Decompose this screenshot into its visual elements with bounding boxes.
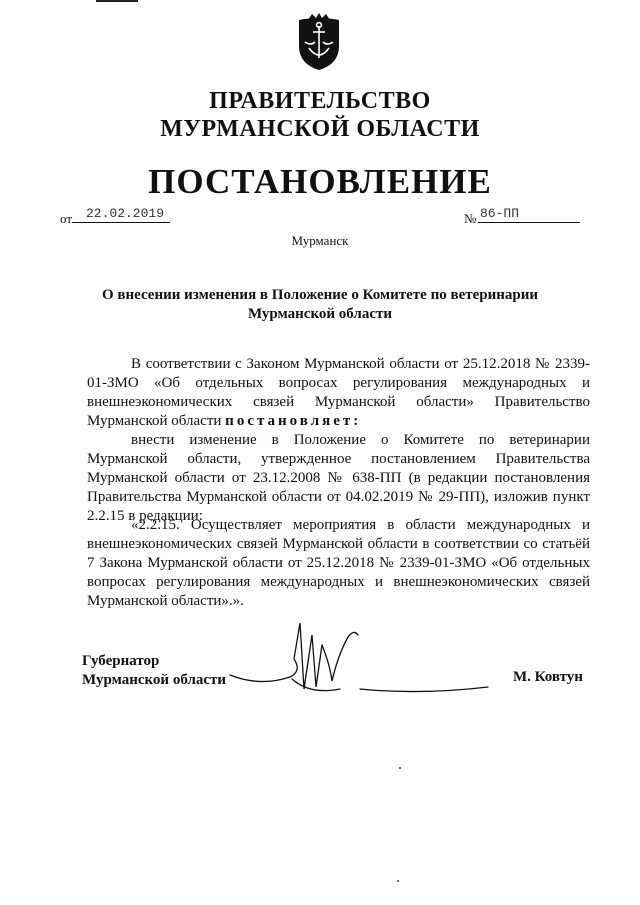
paragraph-1-text: В соответствии с Законом Мурманской области от 25.12.2018 № 2339-01-ЗМО «Об отдельных вопросах регулирования международных и внешнеэкономических связей Мурманской области» Правительство Мурманской области: [87, 356, 590, 429]
position-line2: Мурманской области: [82, 672, 227, 688]
signatory-position: [82, 652, 226, 690]
position-line1: Губернатор: [82, 653, 160, 669]
signatory-name: М. Ковтун: [513, 669, 583, 685]
org-name-line1: ПРАВИТЕЛЬСТВО: [209, 88, 431, 114]
subject-line2: Мурманской области: [247, 306, 393, 322]
date-value: 22.02.2019: [86, 206, 165, 221]
subject-line1: О внесении изменения в Положение о Комитете по ветеринарии: [101, 287, 539, 303]
handwritten-signature: [220, 615, 500, 705]
number-underline: [478, 222, 580, 223]
org-name-line2: МУРМАНСКОЙ ОБЛАСТИ: [160, 116, 480, 142]
document-subject: [100, 286, 540, 324]
number-value: 86-ПП: [480, 206, 520, 221]
number-label: №: [464, 211, 477, 226]
city-name: Мурманск: [291, 233, 349, 248]
scan-speck: [399, 767, 401, 769]
date-underline: [72, 222, 170, 223]
body-paragraph-1: [87, 355, 590, 431]
scan-mark: [96, 0, 138, 2]
coat-of-arms-icon: [294, 12, 344, 72]
body-paragraph-3: «2.2.15. Осуществляет мероприятия в области международных и внешнеэкономических связей Мурманской области в соответствии со статьёй 7 Закона Мурманской области от 25.12.2018 № 2339-01-ЗМО «Об отдельных вопросах регулирования международных и внешнеэкономических связей Мурманской области».».: [87, 517, 590, 609]
document-type-title: ПОСТАНОВЛЕНИЕ: [148, 162, 492, 201]
scan-speck: [397, 880, 399, 882]
date-label: от: [60, 211, 73, 226]
decree-word: постановляет:: [225, 413, 362, 429]
body-paragraph-2: внести изменение в Положение о Комитете по ветеринарии Мурманской области, утвержденное постановлением Правительства Мурманской области от 23.12.2008 № 638-ПП (в редакции постановления Правительства Мурманской области от 04.02.2019 № 29-ПП), изложив пункт 2.2.15 в редакции:: [87, 432, 590, 524]
